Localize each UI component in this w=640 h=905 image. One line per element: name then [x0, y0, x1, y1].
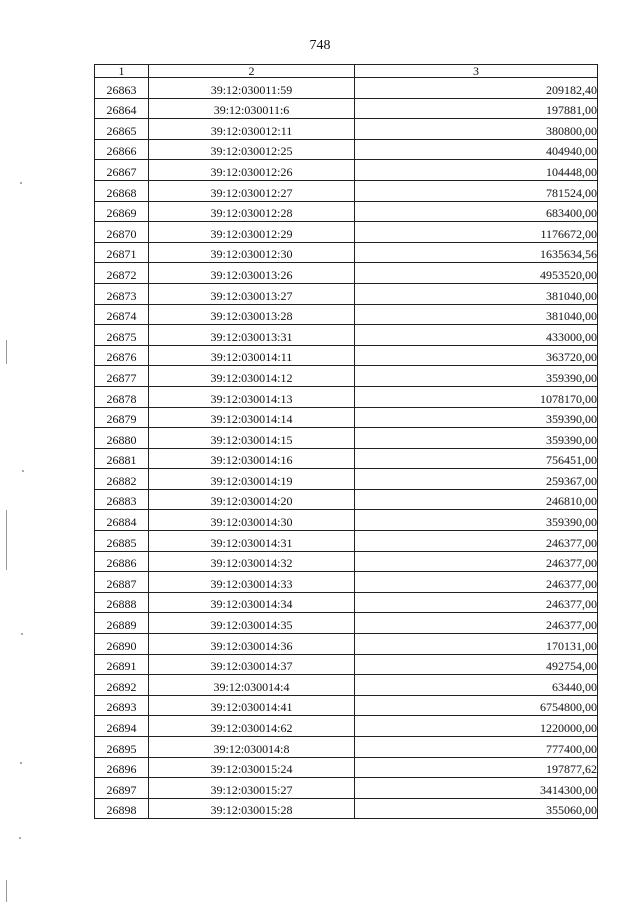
table-row [95, 654, 598, 675]
cadastral-number-cell: 39:12:030013:28 [149, 304, 355, 325]
row-number-cell: 26892 [95, 675, 149, 696]
cadastral-number-cell: 39:12:030012:11 [149, 119, 355, 140]
scan-speck [20, 762, 22, 764]
cadastral-number-cell: 39:12:030013:31 [149, 325, 355, 346]
table-row [95, 119, 598, 140]
table-row [95, 139, 598, 160]
value-cell: 359390,00 [355, 510, 598, 531]
scan-margin-mark [6, 880, 7, 902]
row-number-cell: 26887 [95, 572, 149, 593]
table-row [95, 180, 598, 201]
table-header-row [95, 65, 598, 78]
column-header-3: 3 [355, 65, 598, 78]
cadastral-number-cell: 39:12:030013:26 [149, 263, 355, 284]
column-header-1: 1 [95, 65, 149, 78]
value-cell: 246377,00 [355, 613, 598, 634]
cadastral-number-cell: 39:12:030013:27 [149, 283, 355, 304]
value-cell: 1078170,00 [355, 386, 598, 407]
value-cell: 756451,00 [355, 448, 598, 469]
table-row [95, 304, 598, 325]
cadastral-number-cell: 39:12:030014:16 [149, 448, 355, 469]
row-number-cell: 26873 [95, 283, 149, 304]
cadastral-number-cell: 39:12:030011:59 [149, 78, 355, 99]
cadastral-number-cell: 39:12:030014:41 [149, 695, 355, 716]
row-number-cell: 26875 [95, 325, 149, 346]
row-number-cell: 26897 [95, 778, 149, 799]
value-cell: 363720,00 [355, 345, 598, 366]
table-row [95, 716, 598, 737]
table-row [95, 366, 598, 387]
value-cell: 4953520,00 [355, 263, 598, 284]
value-cell: 380800,00 [355, 119, 598, 140]
row-number-cell: 26868 [95, 180, 149, 201]
row-number-cell: 26865 [95, 119, 149, 140]
scan-margin-mark [6, 340, 7, 364]
cadastral-number-cell: 39:12:030014:34 [149, 592, 355, 613]
row-number-cell: 26879 [95, 407, 149, 428]
value-cell: 492754,00 [355, 654, 598, 675]
row-number-cell: 26866 [95, 139, 149, 160]
value-cell: 104448,00 [355, 160, 598, 181]
row-number-cell: 26864 [95, 98, 149, 119]
table-row [95, 778, 598, 799]
row-number-cell: 26874 [95, 304, 149, 325]
row-number-cell: 26895 [95, 737, 149, 758]
table-row [95, 613, 598, 634]
table-row [95, 78, 598, 99]
cadastral-number-cell: 39:12:030014:12 [149, 366, 355, 387]
cadastral-number-cell: 39:12:030014:31 [149, 531, 355, 552]
cadastral-number-cell: 39:12:030015:24 [149, 757, 355, 778]
value-cell: 1635634,56 [355, 242, 598, 263]
table-row [95, 510, 598, 531]
row-number-cell: 26888 [95, 592, 149, 613]
table-row [95, 98, 598, 119]
value-cell: 381040,00 [355, 304, 598, 325]
row-number-cell: 26869 [95, 201, 149, 222]
value-cell: 246377,00 [355, 592, 598, 613]
table-row [95, 737, 598, 758]
row-number-cell: 26894 [95, 716, 149, 737]
row-number-cell: 26898 [95, 798, 149, 819]
scan-speck [19, 837, 21, 839]
page-number: 748 [309, 38, 331, 53]
cadastral-number-cell: 39:12:030014:8 [149, 737, 355, 758]
value-cell: 63440,00 [355, 675, 598, 696]
registry-table [94, 64, 598, 819]
cadastral-number-cell: 39:12:030014:33 [149, 572, 355, 593]
row-number-cell: 26893 [95, 695, 149, 716]
cadastral-number-cell: 39:12:030014:20 [149, 489, 355, 510]
value-cell: 381040,00 [355, 283, 598, 304]
value-cell: 259367,00 [355, 469, 598, 490]
table-row [95, 572, 598, 593]
table-row [95, 222, 598, 243]
value-cell: 359390,00 [355, 407, 598, 428]
cadastral-number-cell: 39:12:030015:28 [149, 798, 355, 819]
table-row [95, 160, 598, 181]
table-body [95, 78, 598, 819]
cadastral-number-cell: 39:12:030012:27 [149, 180, 355, 201]
value-cell: 6754800,00 [355, 695, 598, 716]
row-number-cell: 26891 [95, 654, 149, 675]
table-row [95, 263, 598, 284]
cadastral-number-cell: 39:12:030014:19 [149, 469, 355, 490]
scan-speck [20, 182, 22, 184]
row-number-cell: 26876 [95, 345, 149, 366]
value-cell: 197881,00 [355, 98, 598, 119]
table-row [95, 345, 598, 366]
cadastral-number-cell: 39:12:030012:25 [149, 139, 355, 160]
value-cell: 781524,00 [355, 180, 598, 201]
table-row [95, 448, 598, 469]
row-number-cell: 26877 [95, 366, 149, 387]
row-number-cell: 26883 [95, 489, 149, 510]
cadastral-number-cell: 39:12:030014:15 [149, 428, 355, 449]
row-number-cell: 26882 [95, 469, 149, 490]
table-row [95, 675, 598, 696]
value-cell: 777400,00 [355, 737, 598, 758]
row-number-cell: 26867 [95, 160, 149, 181]
table-row [95, 798, 598, 819]
row-number-cell: 26881 [95, 448, 149, 469]
scan-margin-mark [6, 510, 7, 570]
cadastral-number-cell: 39:12:030014:62 [149, 716, 355, 737]
row-number-cell: 26896 [95, 757, 149, 778]
value-cell: 209182,40 [355, 78, 598, 99]
table-row [95, 407, 598, 428]
table-row [95, 283, 598, 304]
row-number-cell: 26880 [95, 428, 149, 449]
table-row [95, 469, 598, 490]
row-number-cell: 26870 [95, 222, 149, 243]
cadastral-number-cell: 39:12:030014:4 [149, 675, 355, 696]
cadastral-number-cell: 39:12:030012:26 [149, 160, 355, 181]
row-number-cell: 26871 [95, 242, 149, 263]
value-cell: 170131,00 [355, 634, 598, 655]
value-cell: 359390,00 [355, 428, 598, 449]
value-cell: 246377,00 [355, 531, 598, 552]
table-row [95, 386, 598, 407]
row-number-cell: 26886 [95, 551, 149, 572]
value-cell: 246377,00 [355, 551, 598, 572]
table-row [95, 325, 598, 346]
cadastral-number-cell: 39:12:030012:30 [149, 242, 355, 263]
table-row [95, 428, 598, 449]
table-row [95, 695, 598, 716]
row-number-cell: 26890 [95, 634, 149, 655]
row-number-cell: 26872 [95, 263, 149, 284]
row-number-cell: 26878 [95, 386, 149, 407]
value-cell: 246377,00 [355, 572, 598, 593]
cadastral-number-cell: 39:12:030015:27 [149, 778, 355, 799]
value-cell: 246810,00 [355, 489, 598, 510]
table-row [95, 634, 598, 655]
cadastral-number-cell: 39:12:030014:30 [149, 510, 355, 531]
table-row [95, 489, 598, 510]
cadastral-number-cell: 39:12:030014:37 [149, 654, 355, 675]
table-row [95, 201, 598, 222]
row-number-cell: 26884 [95, 510, 149, 531]
value-cell: 359390,00 [355, 366, 598, 387]
cadastral-number-cell: 39:12:030012:28 [149, 201, 355, 222]
value-cell: 3414300,00 [355, 778, 598, 799]
value-cell: 197877,62 [355, 757, 598, 778]
cadastral-number-cell: 39:12:030014:35 [149, 613, 355, 634]
value-cell: 1176672,00 [355, 222, 598, 243]
table-row [95, 592, 598, 613]
cadastral-number-cell: 39:12:030014:11 [149, 345, 355, 366]
table-row [95, 757, 598, 778]
value-cell: 355060,00 [355, 798, 598, 819]
value-cell: 683400,00 [355, 201, 598, 222]
cadastral-number-cell: 39:12:030012:29 [149, 222, 355, 243]
row-number-cell: 26863 [95, 78, 149, 99]
scan-speck [22, 470, 24, 472]
value-cell: 433000,00 [355, 325, 598, 346]
scan-speck [21, 633, 23, 635]
value-cell: 1220000,00 [355, 716, 598, 737]
cadastral-number-cell: 39:12:030014:32 [149, 551, 355, 572]
column-header-2: 2 [149, 65, 355, 78]
cadastral-number-cell: 39:12:030011:6 [149, 98, 355, 119]
cadastral-number-cell: 39:12:030014:14 [149, 407, 355, 428]
cadastral-number-cell: 39:12:030014:36 [149, 634, 355, 655]
table-row [95, 551, 598, 572]
table-row [95, 531, 598, 552]
table-row [95, 242, 598, 263]
cadastral-number-cell: 39:12:030014:13 [149, 386, 355, 407]
row-number-cell: 26885 [95, 531, 149, 552]
row-number-cell: 26889 [95, 613, 149, 634]
value-cell: 404940,00 [355, 139, 598, 160]
